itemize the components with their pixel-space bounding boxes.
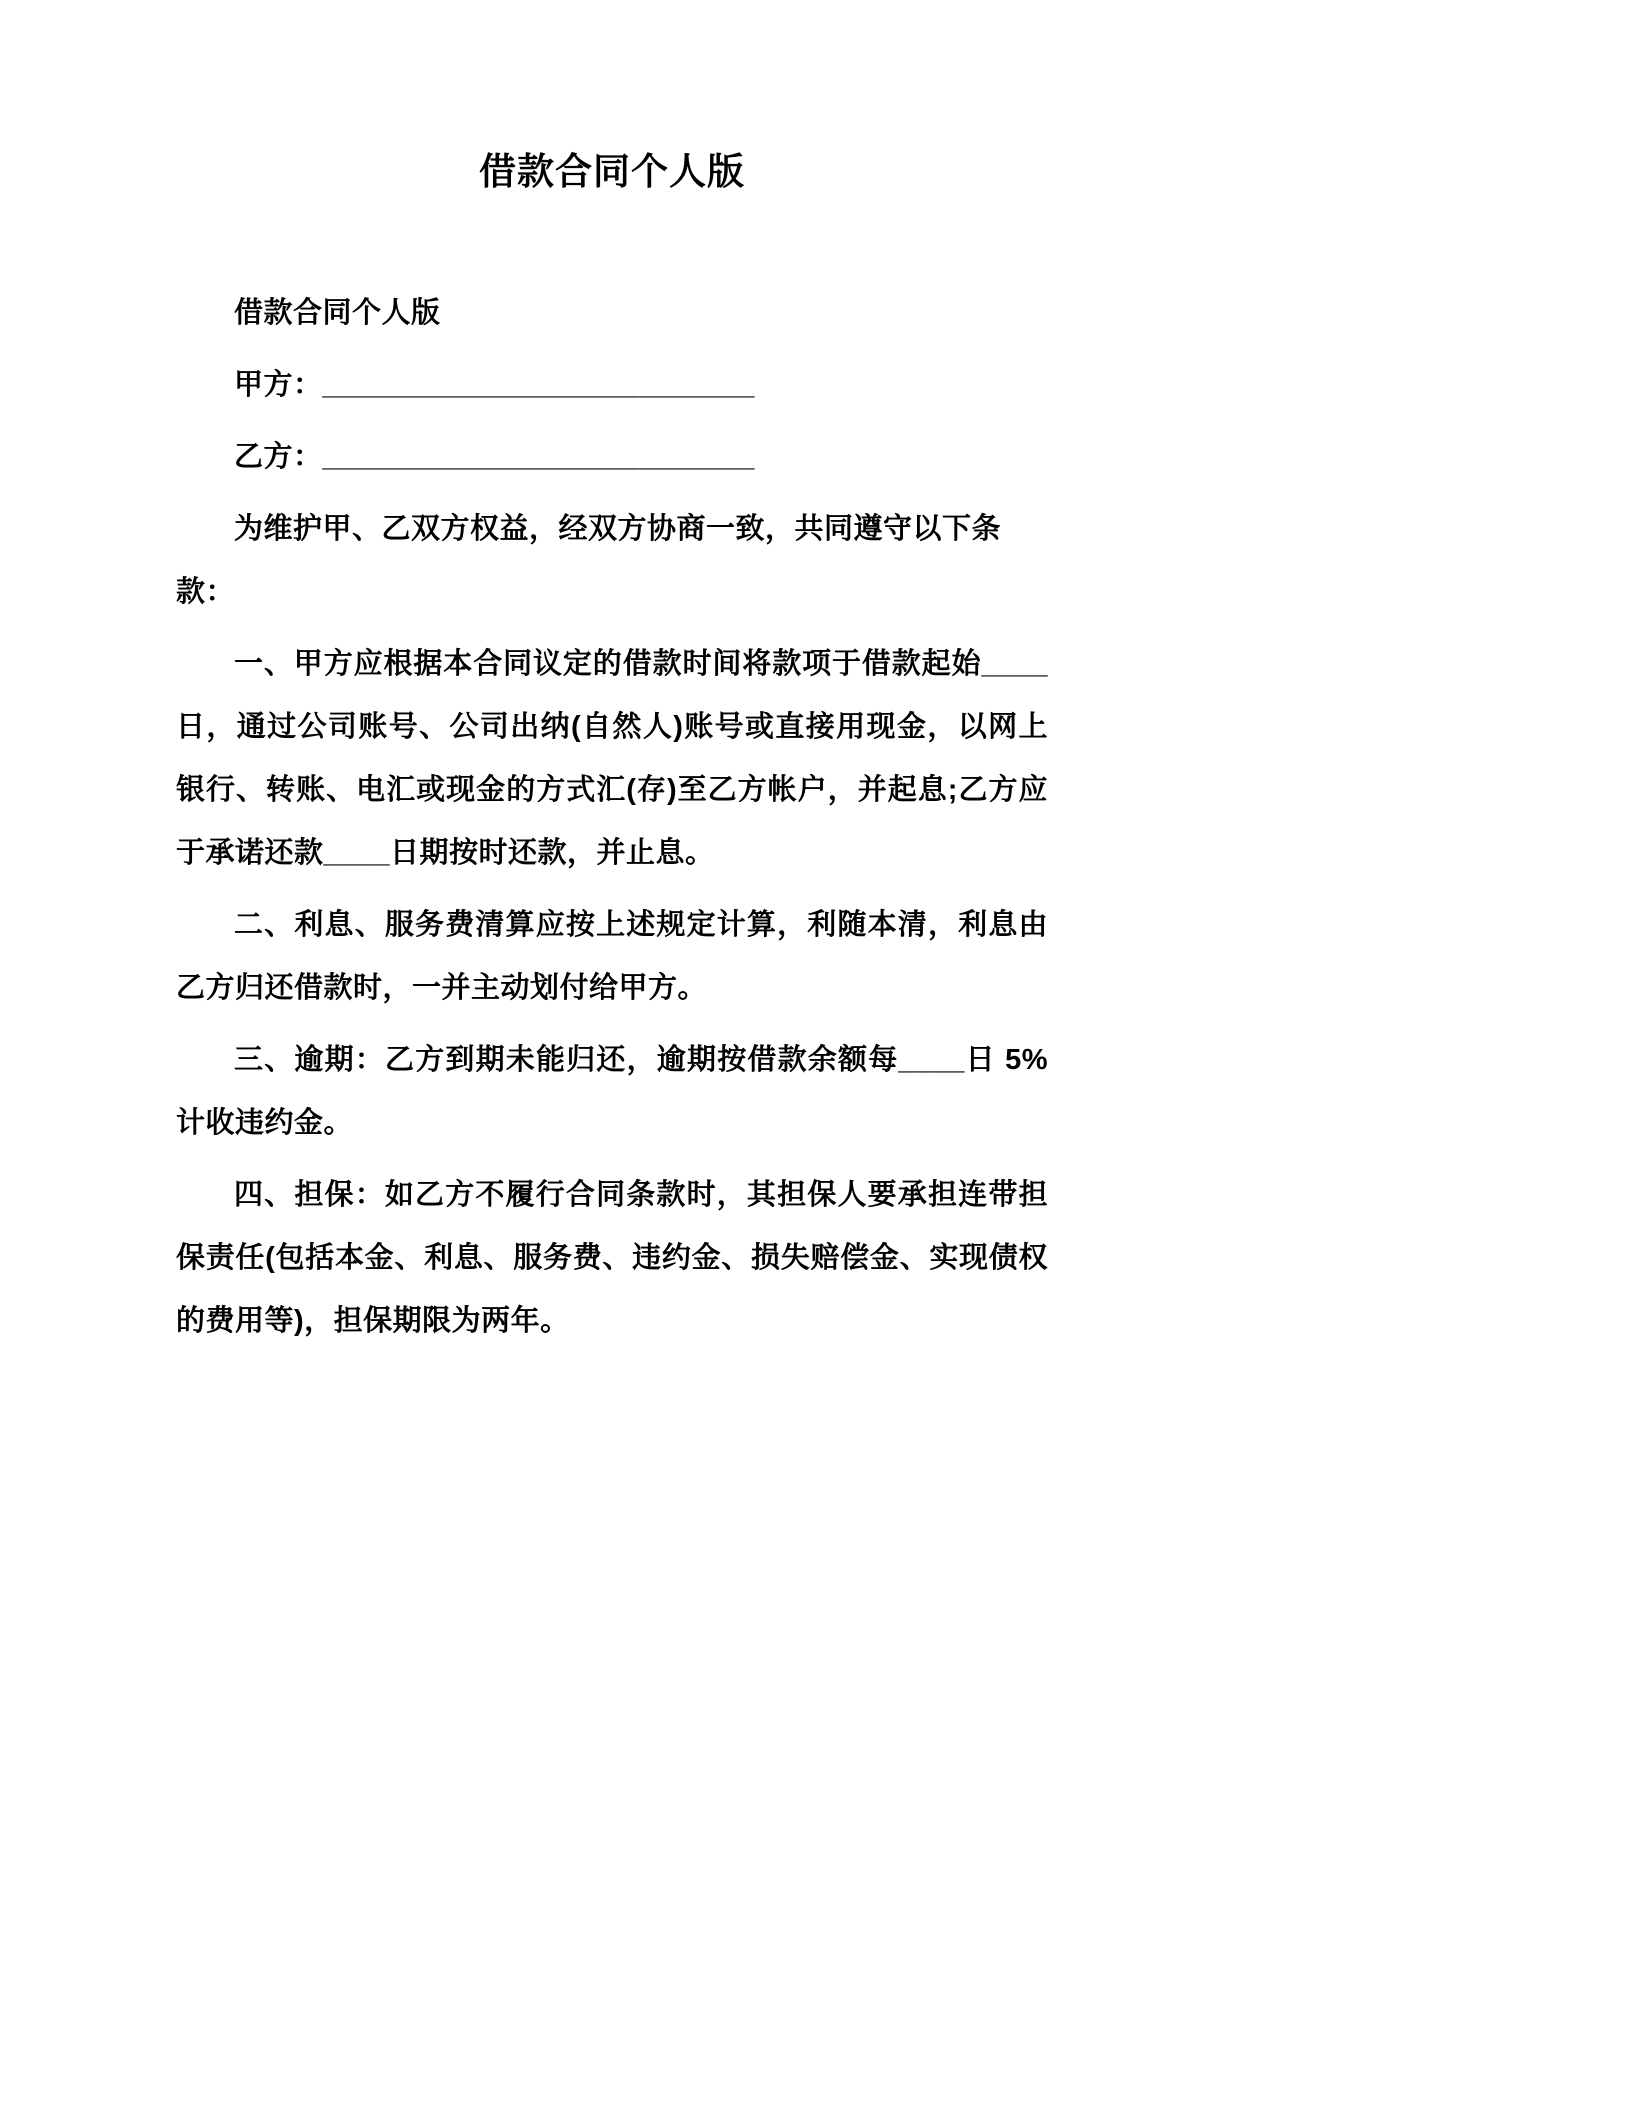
party-a-line: 甲方：__________________________ [234, 369, 755, 401]
clause-3-paragraph: 三、逾期：乙方到期未能归还，逾期按借款余额每____日 5%计收违约金。 [176, 1044, 1048, 1139]
document-content [176, 150, 1048, 1353]
preamble-paragraph: 为维护甲、乙双方权益，经双方协商一致，共同遵守以下条款： [176, 513, 1002, 608]
clause-2-paragraph: 二、利息、服务费清算应按上述规定计算，利随本清，利息由乙方归还借款时，一并主动划付给甲方。 [176, 909, 1048, 1004]
document-title: 借款合同个人版 [479, 151, 745, 192]
clause-1-paragraph: 一、甲方应根据本合同议定的借款时间将款项于借款起始____日，通过公司账号、公司出纳(自然人)账号或直接用现金，以网上银行、转账、电汇或现金的方式汇(存)至乙方帐户，并起息;乙方应于承诺还款____日期按时还款，并止息。 [176, 648, 1048, 869]
party-b-line: 乙方：__________________________ [234, 441, 755, 473]
document-body [176, 282, 1048, 1353]
paragraph-subtitle: 借款合同个人版 [234, 297, 441, 329]
clause-4-paragraph: 四、担保：如乙方不履行合同条款时，其担保人要承担连带担保责任(包括本金、利息、服务费、违约金、损失赔偿金、实现债权的费用等)，担保期限为两年。 [176, 1179, 1048, 1337]
